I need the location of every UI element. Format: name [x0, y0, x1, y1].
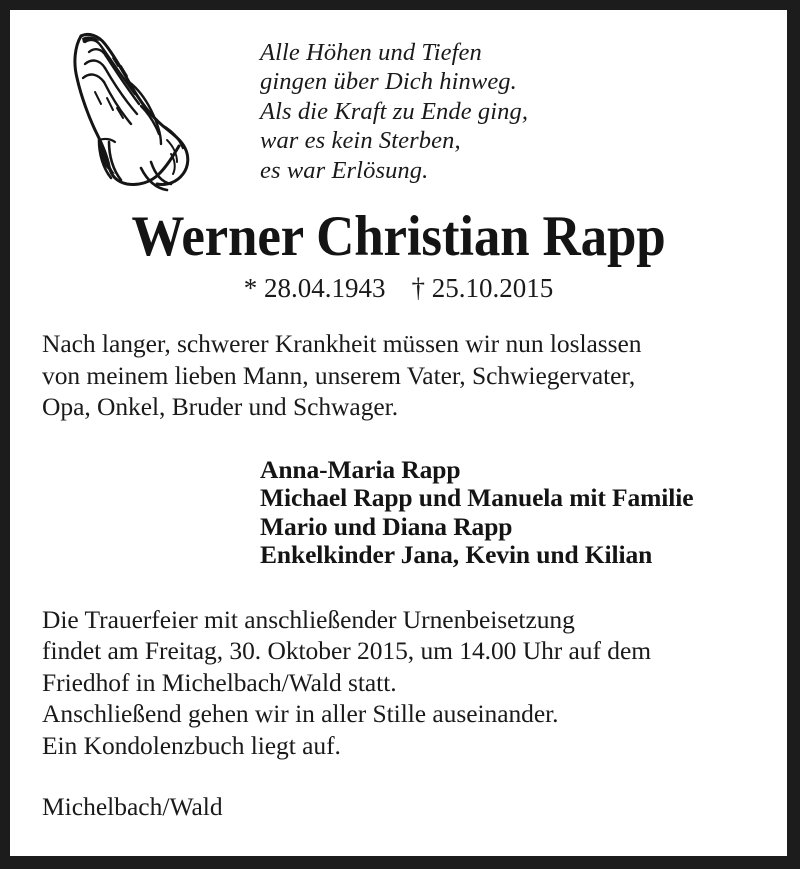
- intro-line: von meinem lieben Mann, unserem Vater, Schwiegervater,: [42, 360, 636, 390]
- birth-date: * 28.04.1943: [243, 273, 386, 303]
- death-date: † 25.10.2015: [411, 273, 554, 303]
- deceased-name: Werner Christian Rapp: [131, 205, 666, 268]
- praying-hands-icon: [55, 22, 205, 194]
- family-line: Anna-Maria Rapp: [260, 454, 461, 484]
- life-dates: [10, 272, 787, 304]
- intro-line: Opa, Onkel, Bruder und Schwager.: [42, 392, 399, 421]
- service-line: Die Trauerfeier mit anschließender Urnenbeisetzung: [42, 604, 575, 634]
- notice-paper: [10, 10, 787, 856]
- family-line: Mario und Diana Rapp: [260, 511, 513, 541]
- notice-header: [10, 10, 787, 200]
- service-line: Anschließend gehen wir in aller Stille auseinander.: [42, 699, 559, 728]
- service-line: Ein Kondolenzbuch liegt auf.: [42, 730, 341, 760]
- memorial-verse: [260, 38, 528, 185]
- service-details: [42, 604, 767, 762]
- verse-line: gingen über Dich hinweg.: [260, 68, 517, 96]
- family-line: Enkelkinder Jana, Kevin und Kilian: [260, 540, 653, 569]
- service-line: Friedhof in Michelbach/Wald statt.: [42, 667, 397, 697]
- intro-line: Nach langer, schwerer Krankheit müssen wir nun loslassen: [42, 329, 642, 358]
- verse-line: war es kein Sterben,: [260, 127, 461, 155]
- place-line: Michelbach/Wald: [42, 792, 223, 821]
- verse-line: Als die Kraft zu Ende ging,: [260, 97, 529, 125]
- bereaved-family-list: [10, 456, 787, 570]
- intro-paragraph: [42, 328, 767, 423]
- verse-line: Alle Höhen und Tiefen: [260, 39, 482, 66]
- verse-line: es war Erlösung.: [260, 156, 429, 184]
- service-line: findet am Freitag, 30. Oktober 2015, um 14.00 Uhr auf dem: [42, 636, 652, 665]
- family-line: Michael Rapp und Manuela mit Familie: [260, 483, 694, 512]
